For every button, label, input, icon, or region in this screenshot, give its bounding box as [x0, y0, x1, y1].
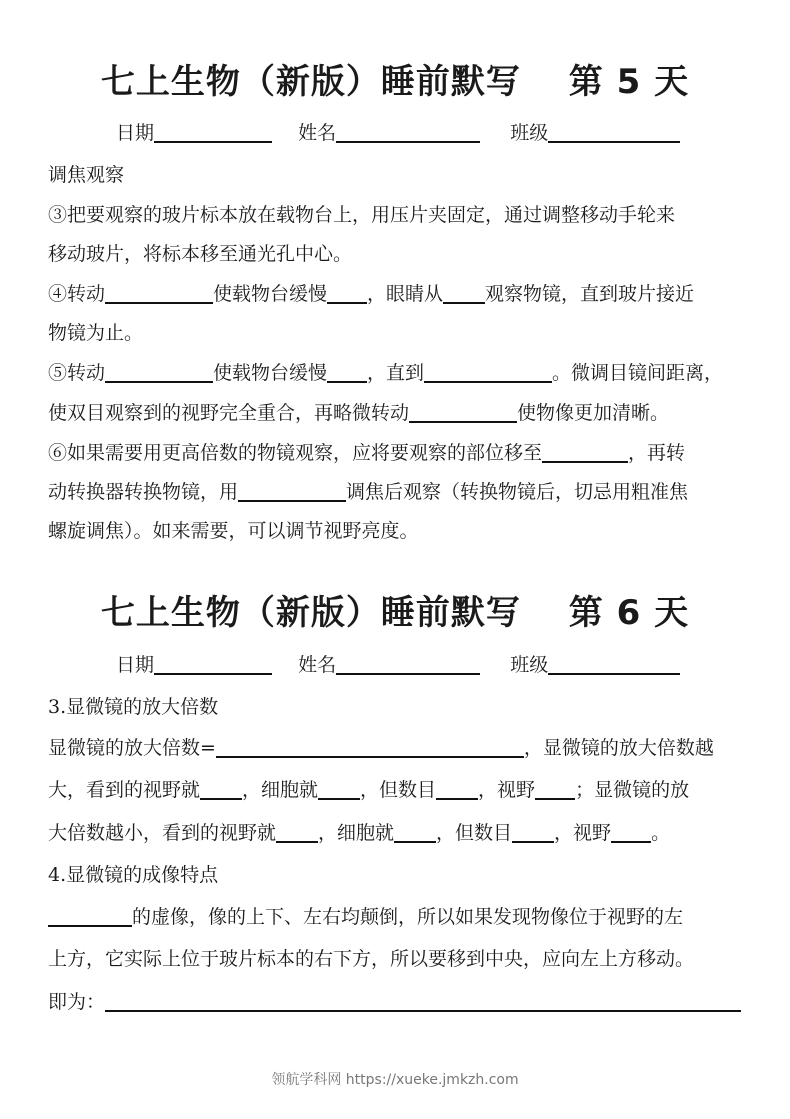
section-heading-4: 4.显微镜的成像特点: [48, 864, 219, 886]
text: 动转换器转换物镜，用: [48, 481, 239, 503]
magnification-line1: [48, 735, 714, 761]
text: 。: [651, 822, 671, 844]
answer-blank[interactable]: [200, 778, 242, 800]
info-row-day6: [116, 652, 680, 678]
text: ，但数目: [436, 822, 513, 844]
date-blank[interactable]: [154, 653, 272, 675]
text: ，视野: [554, 822, 612, 844]
text: 。微调目镜间距离，: [552, 362, 724, 384]
text: 观察物镜，直到玻片接近: [485, 283, 695, 305]
date-blank[interactable]: [154, 121, 272, 143]
page-title-day6: 七上生物（新版）睡前默写 第 6 天: [100, 593, 690, 633]
answer-blank[interactable]: [535, 778, 575, 800]
class-label: 班级: [510, 654, 549, 676]
text: 使载物台缓慢: [213, 362, 328, 384]
answer-blank[interactable]: [443, 282, 485, 304]
text: 显微镜的放大倍数=: [48, 737, 216, 759]
text: 使物像更加清晰。: [517, 402, 670, 424]
section-heading-3: 3.显微镜的放大倍数: [48, 696, 219, 718]
text: 的虚像，像的上下、左右均颠倒，所以如果发现物像位于视野的左: [132, 906, 684, 928]
text: 调焦后观察（转换物镜后，切忌用粗准焦: [346, 481, 689, 503]
text: ，细胞就: [242, 779, 319, 801]
step3-line1: ③把要观察的玻片标本放在载物台上，用压片夹固定，通过调整移动手轮来: [48, 204, 676, 226]
class-blank[interactable]: [548, 121, 680, 143]
answer-blank[interactable]: [409, 401, 517, 423]
name-blank[interactable]: [336, 653, 480, 675]
date-label: 日期: [116, 654, 155, 676]
answer-blank[interactable]: [238, 480, 346, 502]
text: 大，看到的视野就: [48, 779, 201, 801]
answer-blank[interactable]: [542, 441, 628, 463]
info-row-day5: [116, 120, 680, 146]
answer-blank[interactable]: [327, 361, 367, 383]
step5-line1: [48, 360, 723, 386]
answer-blank[interactable]: [318, 778, 360, 800]
section-heading: 调焦观察: [48, 164, 125, 186]
text: ，眼睛从: [367, 283, 444, 305]
name-label: 姓名: [298, 122, 337, 144]
text: ，直到: [367, 362, 425, 384]
text: ④转动: [48, 283, 106, 305]
step6-line1: [48, 440, 685, 466]
date-label: 日期: [116, 122, 155, 144]
imaging-line2: 上方，它实际上位于玻片标本的右下方，所以要移到中央，应向左上方移动。: [48, 948, 695, 970]
step3-line2: 移动玻片，将标本移至通光孔中心。: [48, 243, 353, 265]
text: ，但数目: [360, 779, 437, 801]
class-label: 班级: [510, 122, 549, 144]
answer-blank[interactable]: [216, 736, 524, 758]
text: 使载物台缓慢: [213, 283, 328, 305]
step5-line2: [48, 400, 669, 426]
answer-blank[interactable]: [436, 778, 478, 800]
answer-blank[interactable]: [276, 821, 318, 843]
answer-blank[interactable]: [105, 990, 741, 1012]
imaging-line1: [48, 904, 683, 930]
answer-blank[interactable]: [424, 361, 552, 383]
answer-blank[interactable]: [327, 282, 367, 304]
text: 大倍数越小，看到的视野就: [48, 822, 277, 844]
footer-watermark: 领航学科网 https://xueke.jmkzh.com: [271, 1072, 519, 1088]
page-title-day5: 七上生物（新版）睡前默写 第 5 天: [100, 62, 690, 102]
text: ⑤转动: [48, 362, 106, 384]
step4-line2: 物镜为止。: [48, 322, 144, 344]
text: ；显微镜的放: [575, 779, 690, 801]
imaging-line3: [48, 989, 741, 1015]
text: ，细胞就: [318, 822, 395, 844]
magnification-line2: [48, 777, 689, 803]
answer-blank[interactable]: [105, 361, 213, 383]
answer-blank[interactable]: [394, 821, 436, 843]
text: 使双目观察到的视野完全重合，再略微转动: [48, 402, 410, 424]
name-blank[interactable]: [336, 121, 480, 143]
answer-blank[interactable]: [48, 905, 132, 927]
class-blank[interactable]: [548, 653, 680, 675]
text: ，显微镜的放大倍数越: [523, 737, 714, 759]
name-label: 姓名: [298, 654, 337, 676]
text: ，视野: [478, 779, 536, 801]
text: 即为：: [48, 991, 106, 1013]
step4-line1: [48, 281, 694, 307]
answer-blank[interactable]: [611, 821, 651, 843]
answer-blank[interactable]: [512, 821, 554, 843]
text: ⑥如果需要用更高倍数的物镜观察，应将要观察的部位移至: [48, 442, 543, 464]
text: ，再转: [628, 442, 686, 464]
magnification-line3: [48, 820, 670, 846]
answer-blank[interactable]: [105, 282, 213, 304]
step6-line3: 螺旋调焦）。如来需要，可以调节视野亮度。: [48, 520, 419, 542]
step6-line2: [48, 479, 688, 505]
